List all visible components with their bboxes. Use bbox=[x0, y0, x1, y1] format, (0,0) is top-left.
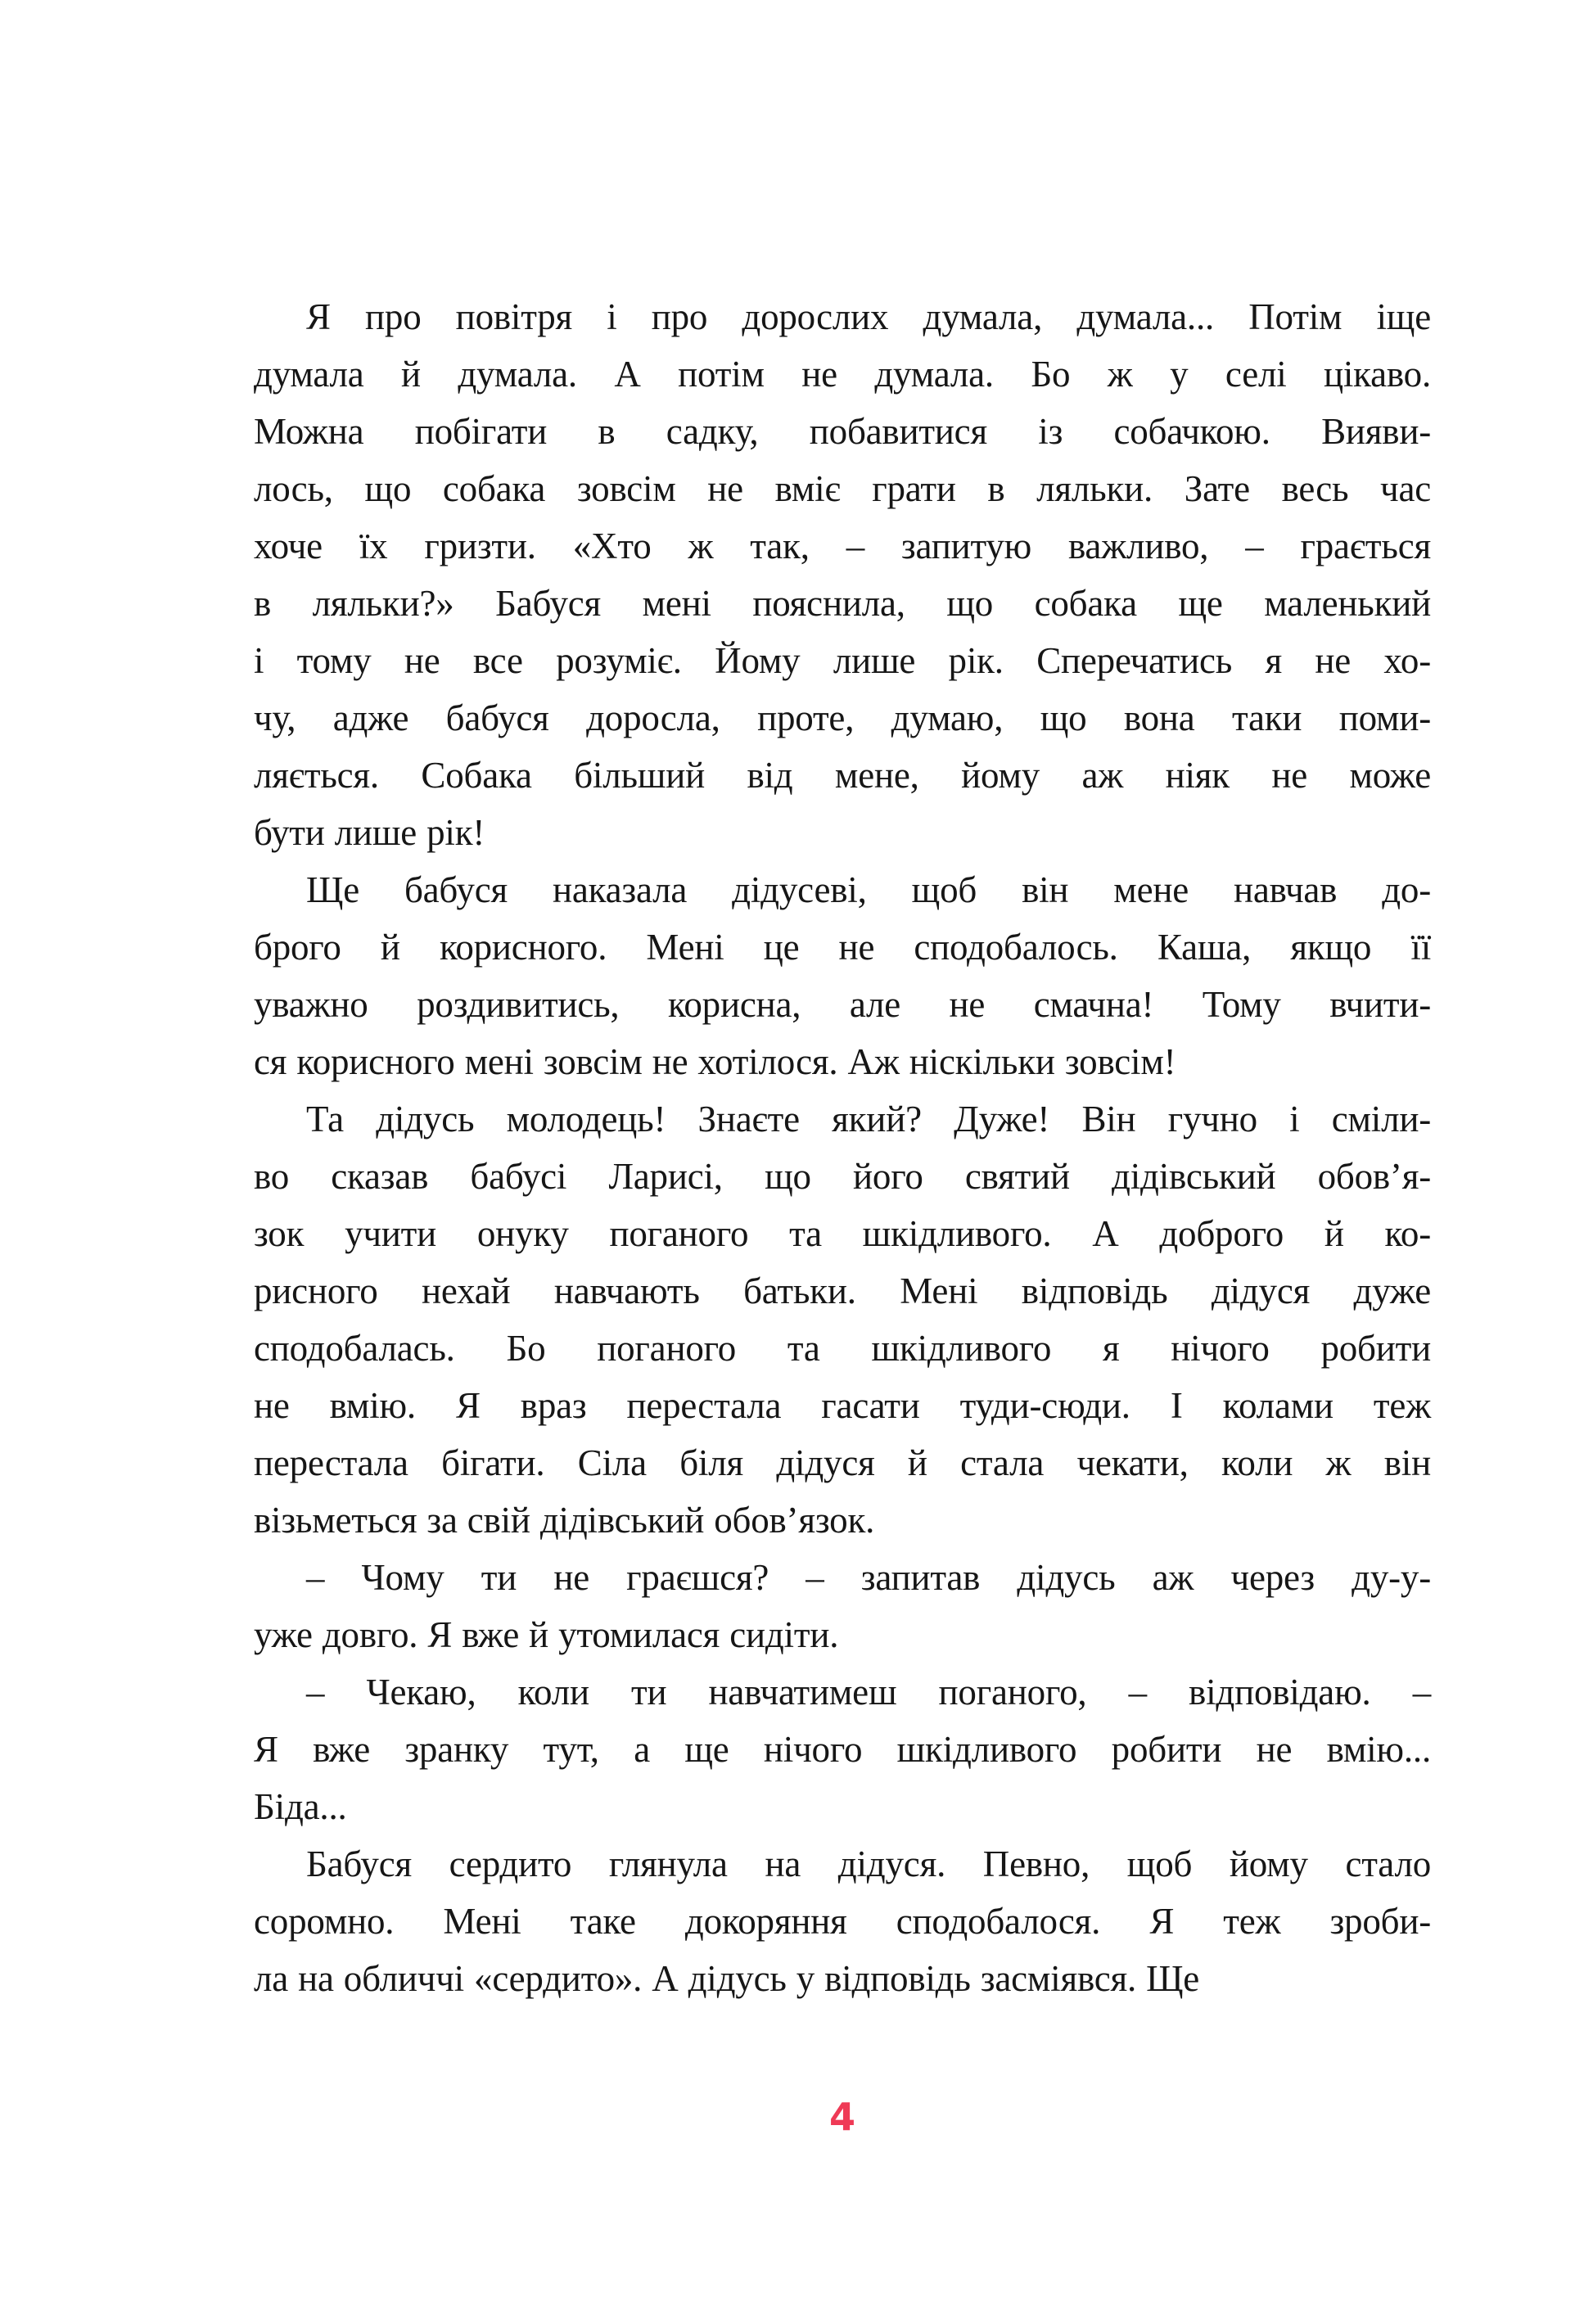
text-line: уважно роздивитись, корисна, але не смачна! Тому вчити- bbox=[254, 984, 1431, 1025]
page-number: 4 bbox=[828, 2095, 855, 2139]
text-line: чу, адже бабуся доросла, проте, думаю, що вона таки поми- bbox=[254, 697, 1431, 738]
text-line: Можна побігати в садку, побавитися із собачкою. Вияви- bbox=[254, 411, 1431, 452]
text-line: Я про повітря і про дорослих думала, думала... Потім іще bbox=[306, 296, 1431, 337]
text-line: Я вже зранку тут, а ще нічого шкідливого робити не вмію... bbox=[254, 1729, 1431, 1770]
text-line: сподобалась. Бо поганого та шкідливого я нічого робити bbox=[254, 1328, 1431, 1369]
text-line: Та дідусь молодець! Знаєте який? Дуже! Він гучно і сміли- bbox=[306, 1099, 1431, 1139]
text-line: соромно. Мені таке докоряння сподобалося. Я теж зроби- bbox=[254, 1901, 1431, 1942]
text-line: во сказав бабусі Ларисі, що його святий дідівський обов’я- bbox=[254, 1156, 1431, 1197]
page-text bbox=[254, 288, 1431, 2007]
text-line: Біда... bbox=[254, 1786, 347, 1827]
text-line: Ще бабуся наказала дідусеві, щоб він мене навчав до- bbox=[306, 869, 1431, 910]
text-line: лось, що собака зовсім не вміє грати в ляльки. Зате весь час bbox=[254, 468, 1431, 509]
text-line: рисного нехай навчають батьки. Мені відповідь дідуся дуже bbox=[254, 1270, 1431, 1311]
text-line: бути лише рік! bbox=[254, 812, 485, 853]
text-line: – Чому ти не граєшся? – запитав дідусь аж через ду-у- bbox=[306, 1557, 1431, 1598]
text-line: перестала бігати. Сіла біля дідуся й стала чекати, коли ж він bbox=[254, 1442, 1431, 1483]
text-line: хоче їх гризти. «Хто ж так, – запитую важливо, – грається bbox=[254, 526, 1431, 566]
text-line: ся корисного мені зовсім не хотілося. Аж ніскільки зовсім! bbox=[254, 1041, 1176, 1082]
text-line: зок учити онуку поганого та шкідливого. А доброго й ко- bbox=[254, 1213, 1431, 1254]
text-line: – Чекаю, коли ти навчатимеш поганого, – відповідаю. – bbox=[306, 1672, 1431, 1713]
text-line: візьметься за свій дідівський обов’язок. bbox=[254, 1500, 875, 1541]
text-line: ла на обличчі «сердито». А дідусь у відповідь засміявся. Ще bbox=[254, 1958, 1200, 1999]
text-line: думала й думала. А потім не думала. Бо ж у селі цікаво. bbox=[254, 354, 1431, 395]
text-line: брого й корисного. Мені це не сподобалось. Каша, якщо її bbox=[254, 927, 1431, 968]
text-line: Бабуся сердито глянула на дідуся. Певно, щоб йому стало bbox=[306, 1843, 1431, 1884]
text-line: і тому не все розуміє. Йому лише рік. Сперечатись я не хо- bbox=[254, 640, 1431, 681]
text-line: уже довго. Я вже й утомилася сидіти. bbox=[254, 1614, 839, 1655]
text-line: в ляльки?» Бабуся мені пояснила, що собака ще маленький bbox=[254, 583, 1431, 624]
text-line: не вмію. Я враз перестала гасати туди-сюди. І колами теж bbox=[254, 1385, 1431, 1426]
text-line: ляється. Собака більший від мене, йому аж ніяк не може bbox=[254, 755, 1431, 796]
